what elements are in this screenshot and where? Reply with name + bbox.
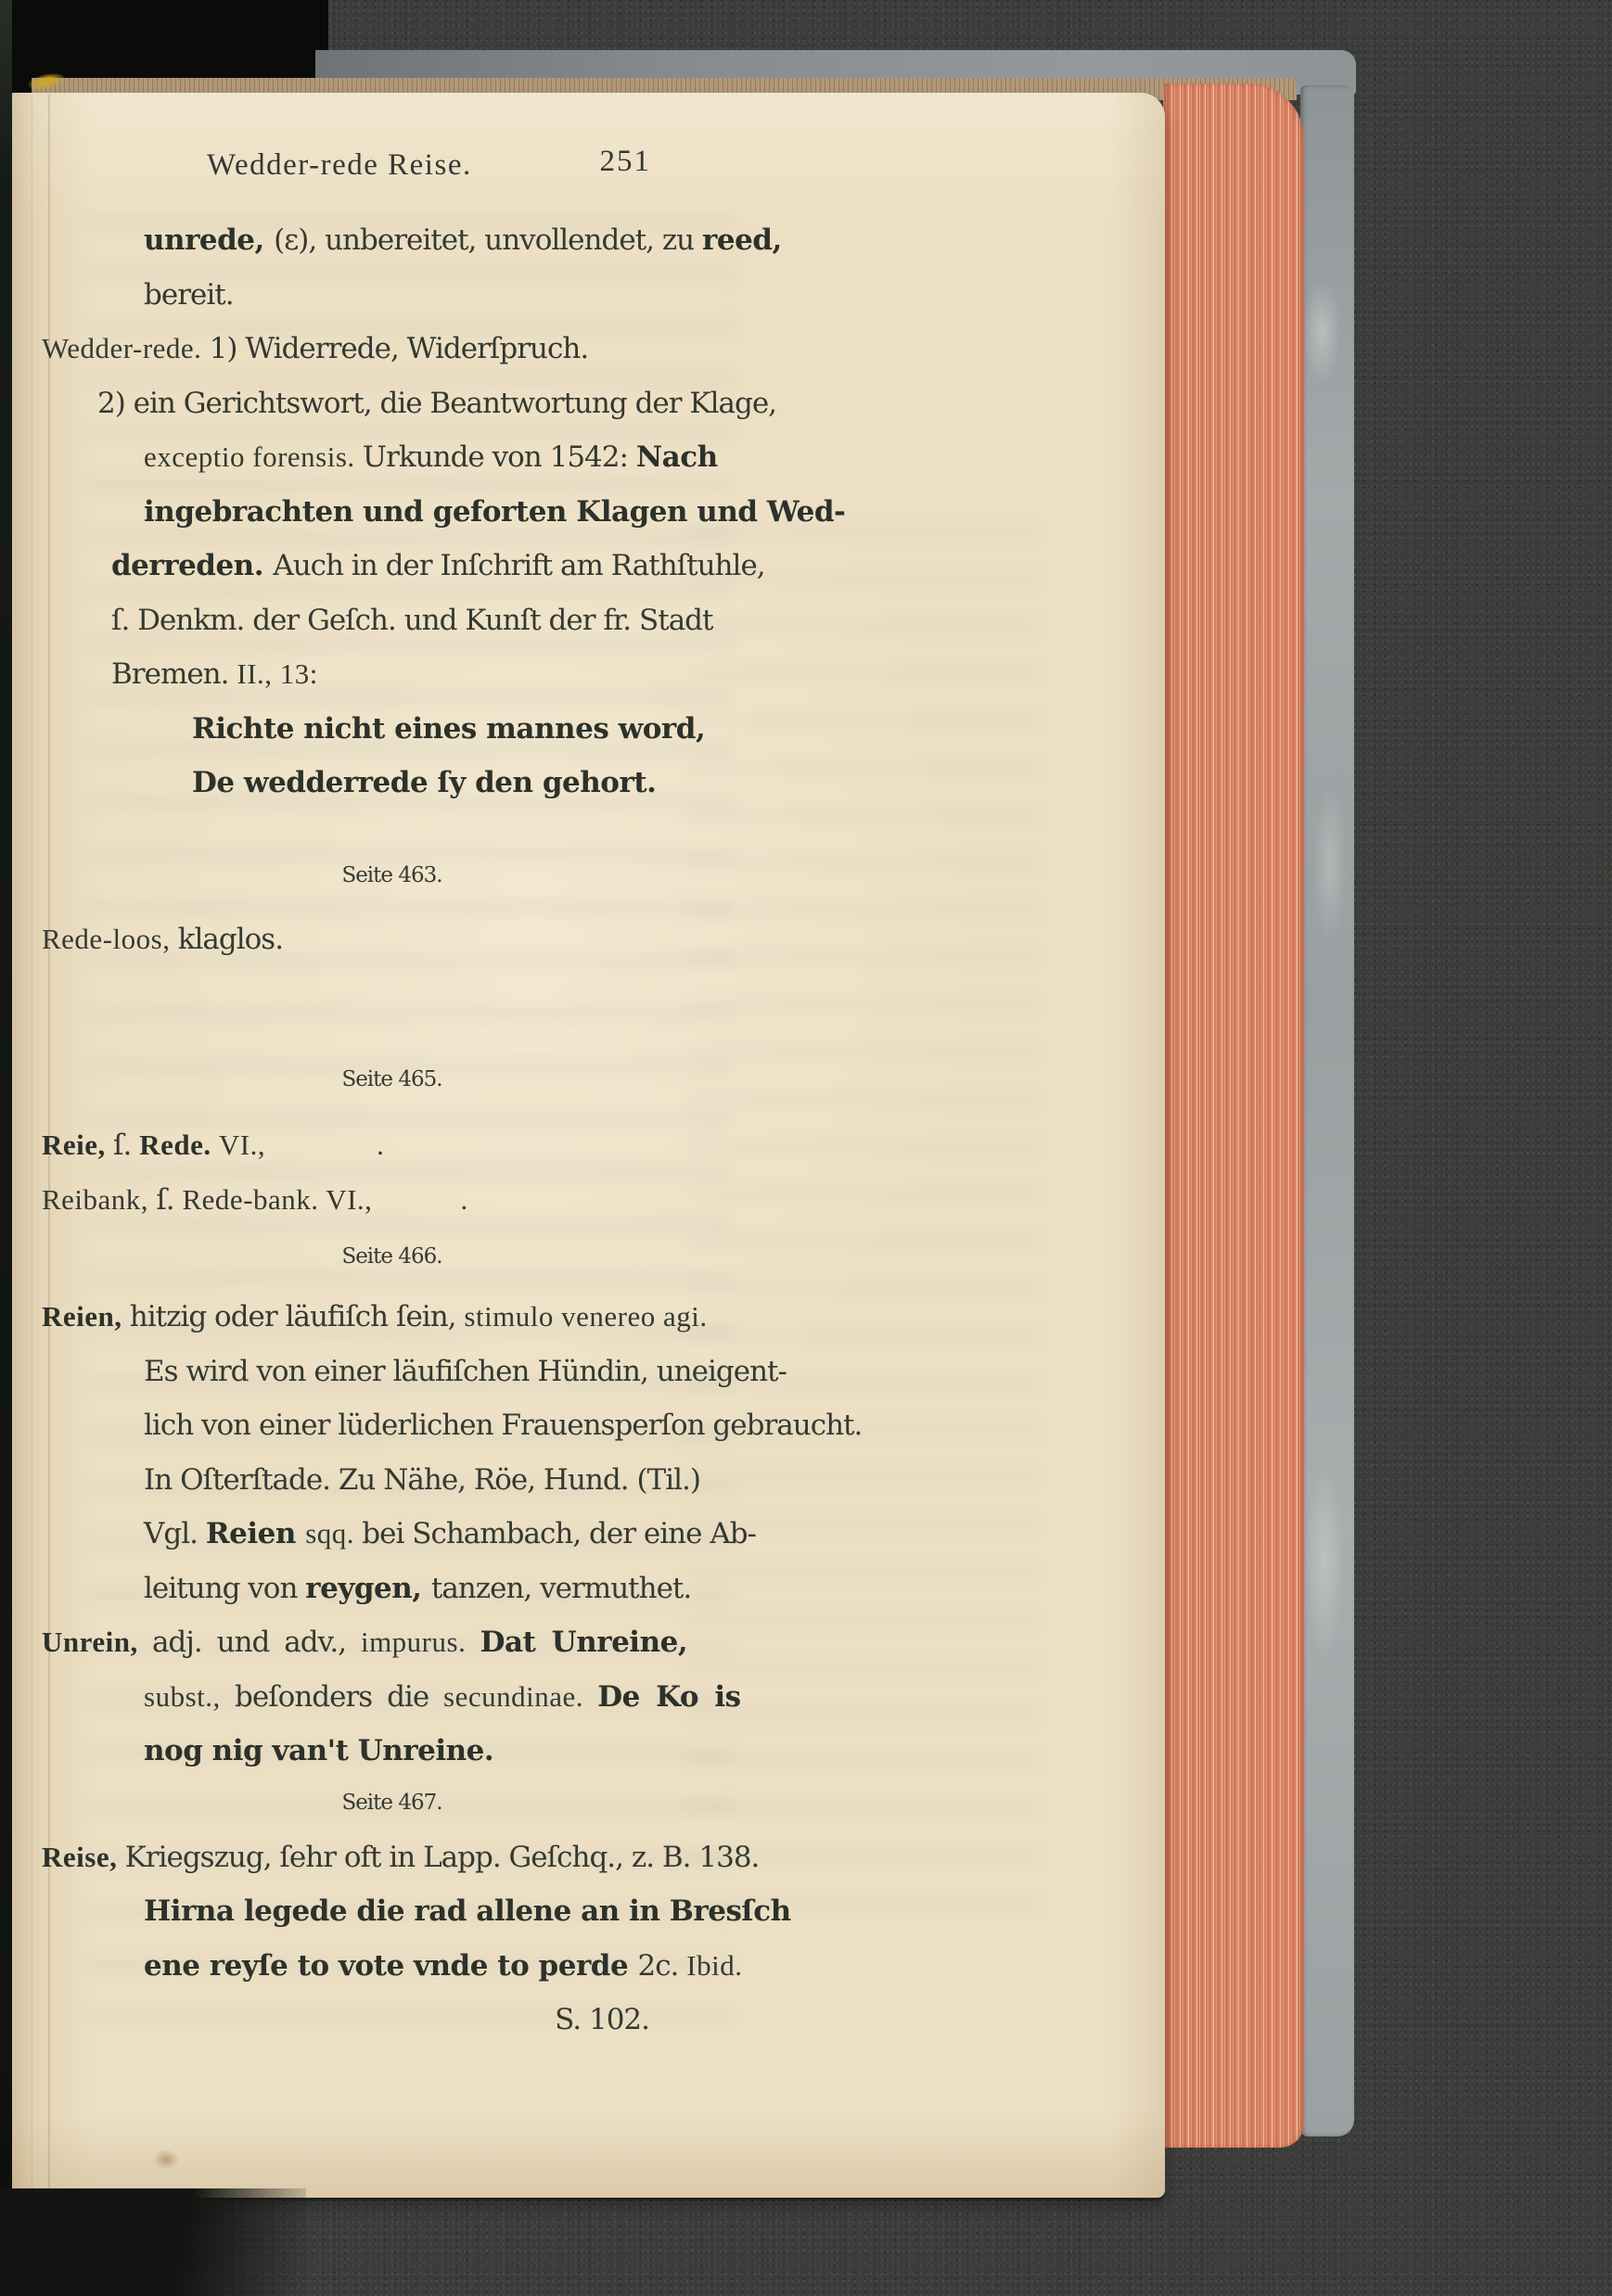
foxing-spot [153,2149,179,2170]
running-header [42,145,651,189]
text-line: Rede-loos, klaglos. [42,922,284,956]
book-cover-right-edge [1300,85,1354,2137]
text-line: Wedder-rede. 1) Widerrede, Widerſpruch. [42,332,589,365]
section-heading: Seite 466. [341,1244,442,1269]
text-line: subst., beſonders die secundinae. De Ko is [144,1679,741,1714]
text-line: leitung von reygen, tanzen, vermuthet. [144,1571,692,1605]
page-text [42,145,863,2047]
text-line: Reise, Kriegszug, ſehr oft in Lapp. Geſchq., z. B. 138. [42,1840,760,1874]
page-number: 251 [599,145,651,178]
text-line: unrede, (ε), unbereitet, unvollendet, zu reed, [144,223,782,257]
running-header-title: Wedder-rede Reise. [207,148,472,182]
section-heading: Seite 463. [341,862,442,887]
shadow [0,2188,306,2296]
text-line: exceptio forensis. Urkunde von 1542: Nach [144,440,718,474]
text-line: ene reyſe to vote vnde to perde 2c. Ibid. [144,1948,743,1983]
text-line: Vgl. Reien sqq. bei Schambach, der eine Ab- [144,1517,757,1550]
text-body [42,213,863,2047]
text-line: Unrein, adj. und adv., impurus. Dat Unreine, [42,1626,688,1659]
text-line: ſ. Denkm. der Geſch. und Kunſt der fr. Stadt [111,603,713,637]
text-line: Reien, hitzig oder läufiſch ſein, stimulo venereo agi. [42,1300,708,1333]
text-line: Hirna legede die rad allene an in Bresſch [144,1894,791,1928]
book-spine-edge [0,0,12,2296]
text-line: In Oſterſtade. Zu Nähe, Röe, Hund. (Til.) [144,1462,700,1497]
text-line: Es wird von einer läufiſchen Hündin, uneigent- [144,1354,787,1388]
red-fore-edge [1163,83,1304,2148]
text-line: Bremen. II., 13: [111,657,318,691]
verse-line: Richte nicht eines mannes word, [192,711,706,746]
text-line: lich von einer lüderlichen Frauensperſon gebraucht. [144,1409,863,1442]
text-line: nog nig van't Unreine. [144,1734,494,1767]
text-line: bereit. [144,277,234,312]
text-line: Reie, ſ. Rede. VI., . [42,1129,385,1162]
page-reference: S. 102. [555,2003,649,2036]
section-heading: Seite 467. [341,1790,442,1815]
text-line: ingebrachten und geforten Klagen und Wed- [144,494,846,529]
verse-line: De wedderrede ſy den gehort. [192,766,657,799]
section-heading: Seite 465. [341,1067,442,1091]
text-line: Reibank, ſ. Rede-bank. VI., . [42,1182,468,1217]
text-line: 2) ein Gerichtswort, die Beantwortung der Klage, [97,386,777,420]
text-line: derreden. Auch in der Inſchrift am Rathſtuhle, [111,549,765,582]
